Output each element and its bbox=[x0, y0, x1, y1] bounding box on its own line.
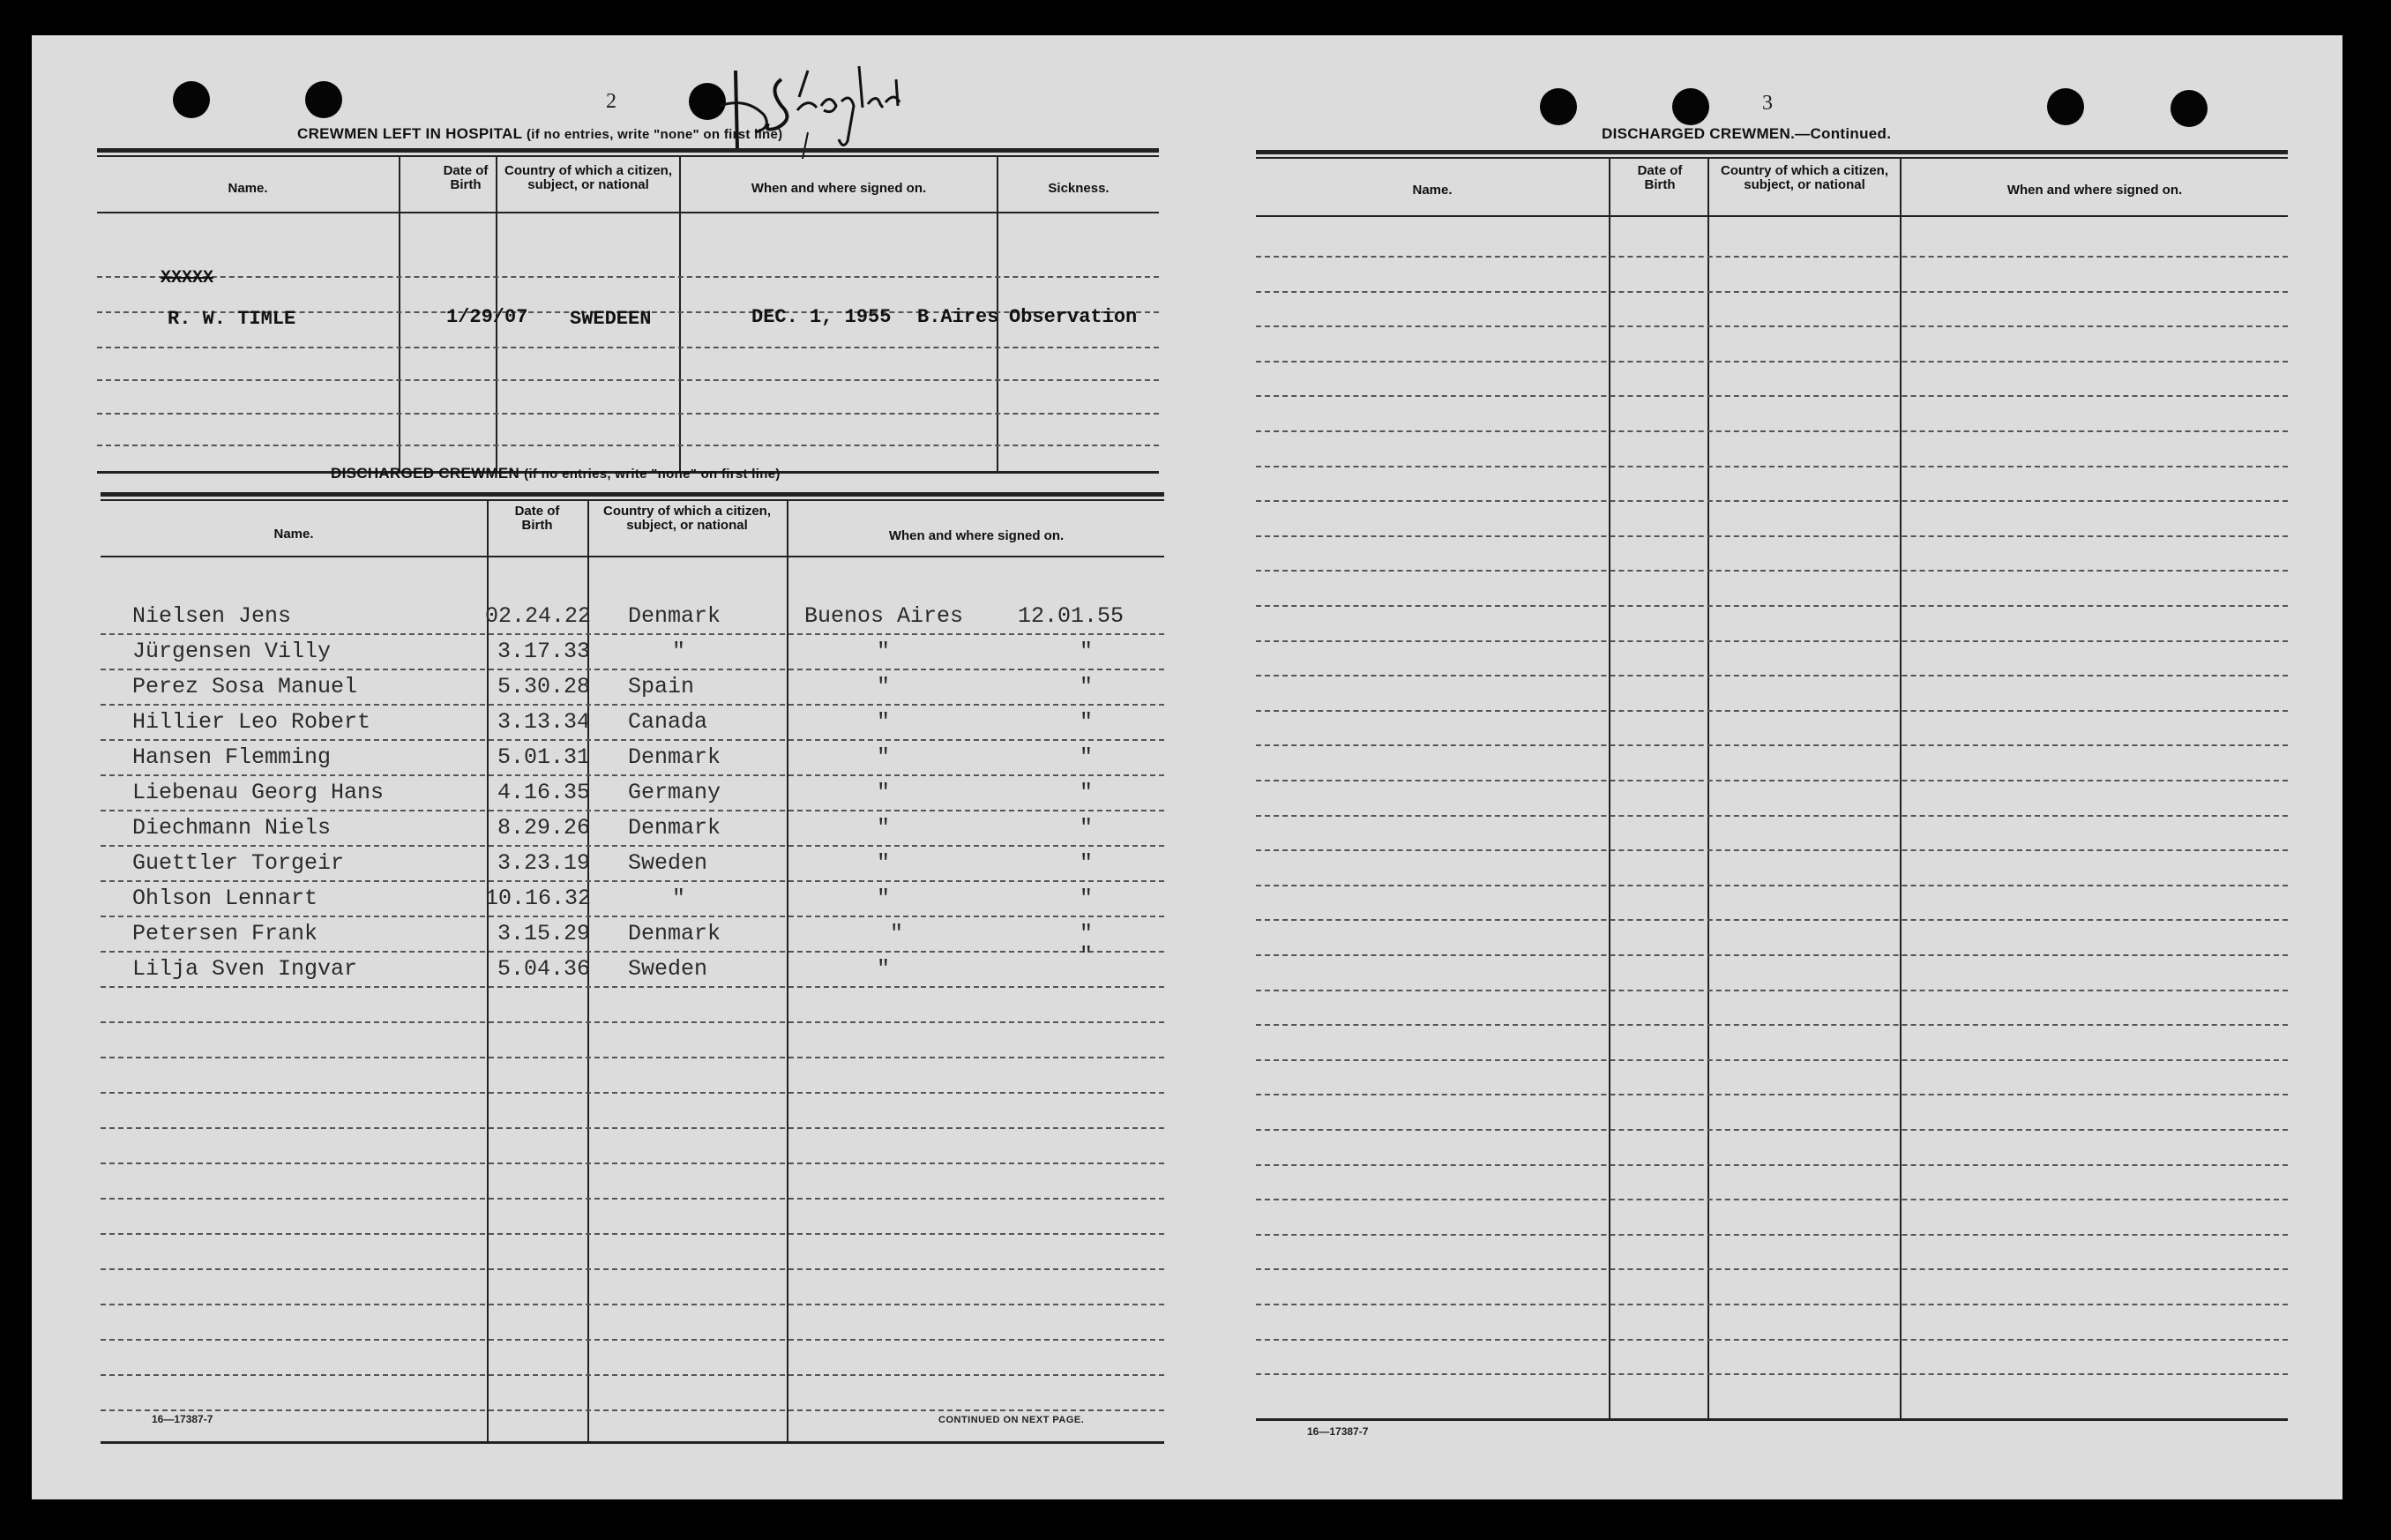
crew-country: " bbox=[672, 886, 686, 911]
ruled-line bbox=[1256, 919, 2288, 921]
form-number: 16—17387-7 bbox=[1307, 1425, 1369, 1438]
ruled-line bbox=[1256, 395, 2288, 397]
crew-country: " bbox=[672, 639, 686, 664]
crew-signed-date: " bbox=[1080, 850, 1094, 876]
col-header-sickness: Sickness. bbox=[1048, 181, 1110, 196]
crew-signed-date: " bbox=[1080, 943, 1094, 968]
crew-name: Liebenau Georg Hans bbox=[132, 780, 385, 805]
ruled-line bbox=[101, 669, 1164, 670]
crew-birth: 02.24.22 bbox=[485, 603, 592, 629]
ruled-line bbox=[1256, 1304, 2288, 1305]
hospital-signed-place: B.Aires bbox=[917, 306, 999, 328]
crew-signed-place: " bbox=[877, 850, 891, 876]
ruled-line bbox=[1256, 325, 2288, 327]
crew-name: Hillier Leo Robert bbox=[132, 709, 371, 735]
ruled-line bbox=[1256, 1234, 2288, 1236]
crew-signed-place: " bbox=[877, 709, 891, 735]
crew-country: Denmark bbox=[628, 603, 721, 629]
ruled-line bbox=[101, 1304, 1164, 1305]
crew-birth: 10.16.32 bbox=[485, 886, 592, 911]
hospital-signed-date: DEC. 1, 1955 bbox=[751, 306, 892, 328]
ruled-line bbox=[1256, 605, 2288, 607]
col-header-name: Name. bbox=[228, 181, 268, 196]
discharged-table-right bbox=[1256, 150, 2288, 1422]
ruled-line bbox=[1256, 780, 2288, 781]
col-header-birth: Date of Birth bbox=[514, 504, 560, 533]
page-number: 2 bbox=[606, 90, 616, 113]
ruled-line bbox=[101, 704, 1164, 706]
ruled-line bbox=[101, 951, 1164, 953]
crew-name: Perez Sosa Manuel bbox=[132, 674, 358, 699]
struck-entry: XXXXX bbox=[161, 268, 214, 288]
ruled-line bbox=[1256, 1129, 2288, 1131]
crew-country: Denmark bbox=[628, 815, 721, 841]
punch-hole bbox=[173, 81, 210, 118]
hospital-birth: 1/29/07 bbox=[446, 306, 528, 328]
ruled-line bbox=[1256, 849, 2288, 851]
col-header-country: Country of which a citizen, subject, or national bbox=[602, 504, 771, 533]
ruled-line bbox=[1256, 256, 2288, 258]
ruled-line bbox=[101, 739, 1164, 741]
hospital-table bbox=[97, 148, 1159, 475]
crew-name: Petersen Frank bbox=[132, 921, 318, 946]
hospital-section-title: CREWMEN LEFT IN HOSPITAL (if no entries, write "none" on first line) bbox=[297, 125, 783, 142]
crew-name: Nielsen Jens bbox=[132, 603, 292, 629]
ruled-line bbox=[1256, 1024, 2288, 1026]
crew-name: Hansen Flemming bbox=[132, 744, 332, 770]
ruled-line bbox=[1256, 1373, 2288, 1375]
crew-country: Germany bbox=[628, 780, 721, 805]
ruled-line bbox=[101, 986, 1164, 988]
crew-signed-date: " bbox=[1080, 639, 1094, 664]
crew-country: Spain bbox=[628, 674, 695, 699]
ruled-line bbox=[1256, 1094, 2288, 1095]
crew-name: Jürgensen Villy bbox=[132, 639, 332, 664]
ruled-line bbox=[1256, 1059, 2288, 1061]
ruled-line bbox=[101, 1374, 1164, 1376]
crew-signed-date: " bbox=[1080, 780, 1094, 805]
ruled-line bbox=[1256, 744, 2288, 746]
document-sheet bbox=[32, 35, 2342, 1499]
crew-birth: 5.01.31 bbox=[497, 744, 591, 770]
crew-signed-place: Buenos Aires bbox=[804, 603, 964, 629]
discharged-table-left bbox=[101, 492, 1164, 1447]
punch-hole bbox=[1540, 88, 1577, 125]
crew-country: Denmark bbox=[628, 921, 721, 946]
crew-signed-place: " bbox=[890, 921, 904, 946]
ruled-line bbox=[1256, 990, 2288, 991]
ruled-line bbox=[101, 1233, 1164, 1235]
ruled-line bbox=[101, 774, 1164, 776]
ruled-line bbox=[101, 1127, 1164, 1129]
crew-signed-date: " bbox=[1080, 674, 1094, 699]
ruled-line bbox=[101, 1057, 1164, 1058]
crew-signed-place: " bbox=[877, 780, 891, 805]
crew-signed-place: " bbox=[877, 744, 891, 770]
col-header-signed: When and where signed on. bbox=[888, 528, 1065, 543]
ruled-line bbox=[1256, 640, 2288, 642]
ruled-line bbox=[1256, 710, 2288, 712]
ruled-line bbox=[1256, 430, 2288, 432]
ruled-line bbox=[101, 916, 1164, 917]
punch-hole bbox=[2171, 90, 2208, 127]
ruled-line bbox=[101, 633, 1164, 635]
crew-birth: 5.30.28 bbox=[497, 674, 591, 699]
punch-hole bbox=[305, 81, 342, 118]
ruled-line bbox=[101, 1198, 1164, 1200]
title-suffix: —Continued. bbox=[1795, 125, 1892, 142]
ruled-line bbox=[1256, 675, 2288, 677]
col-header-birth: Date of Birth bbox=[1637, 163, 1683, 192]
hospital-sickness: Observation bbox=[1009, 306, 1138, 328]
ruled-line bbox=[1256, 1164, 2288, 1166]
ruled-line bbox=[101, 845, 1164, 847]
punch-hole bbox=[1672, 88, 1709, 125]
crew-signed-date: " bbox=[1080, 886, 1094, 911]
discharged-section-title: DISCHARGED CREWMEN (if no entries, write "none" on first line) bbox=[331, 465, 781, 482]
form-number: 16—17387-7 bbox=[152, 1413, 213, 1425]
crew-signed-place: " bbox=[877, 956, 891, 982]
ruled-line bbox=[1256, 361, 2288, 363]
ruled-line bbox=[101, 1339, 1164, 1341]
crew-signed-date: 12.01.55 bbox=[1018, 603, 1125, 629]
ruled-line bbox=[101, 1409, 1164, 1411]
ruled-line bbox=[101, 1021, 1164, 1023]
crew-birth: 5.04.36 bbox=[497, 956, 591, 982]
ruled-line bbox=[1256, 466, 2288, 467]
ruled-line bbox=[101, 1092, 1164, 1094]
hospital-name: R. W. TIMLE bbox=[168, 308, 296, 330]
ruled-line bbox=[1256, 500, 2288, 502]
continued-note: CONTINUED ON NEXT PAGE. bbox=[938, 1415, 1085, 1425]
crew-birth: 8.29.26 bbox=[497, 815, 591, 841]
crew-name: Lilja Sven Ingvar bbox=[132, 956, 358, 982]
ruled-line bbox=[1256, 535, 2288, 537]
ruled-line bbox=[1256, 815, 2288, 817]
crew-birth: 3.17.33 bbox=[497, 639, 591, 664]
ruled-line bbox=[1256, 885, 2288, 886]
crew-name: Ohlson Lennart bbox=[132, 886, 318, 911]
crew-signed-place: " bbox=[877, 815, 891, 841]
crew-country: Sweden bbox=[628, 850, 708, 876]
punch-hole bbox=[2047, 88, 2084, 125]
crew-birth: 4.16.35 bbox=[497, 780, 591, 805]
crew-signed-place: " bbox=[877, 674, 891, 699]
page-number: 3 bbox=[1762, 92, 1773, 115]
ruled-line bbox=[101, 1162, 1164, 1164]
crew-country: Canada bbox=[628, 709, 708, 735]
col-header-country: Country of which a citizen, subject, or national bbox=[504, 163, 673, 192]
crew-signed-date: " bbox=[1080, 815, 1094, 841]
hospital-country: SWEDEEN bbox=[570, 308, 652, 330]
crew-signed-date: " bbox=[1080, 709, 1094, 735]
col-header-country: Country of which a citizen, subject, or national bbox=[1720, 163, 1888, 192]
ruled-line bbox=[1256, 1199, 2288, 1200]
crew-country: Denmark bbox=[628, 744, 721, 770]
crew-birth: 3.23.19 bbox=[497, 850, 591, 876]
col-header-signed: When and where signed on. bbox=[751, 181, 927, 196]
crew-signed-place: " bbox=[877, 886, 891, 911]
ruled-line bbox=[101, 810, 1164, 811]
crew-name: Guettler Torgeir bbox=[132, 850, 345, 876]
crew-name: Diechmann Niels bbox=[132, 815, 332, 841]
ruled-line bbox=[1256, 1268, 2288, 1270]
crew-signed-date: " bbox=[1080, 744, 1094, 770]
col-header-birth: Date of Birth bbox=[443, 163, 489, 192]
ruled-line bbox=[1256, 291, 2288, 293]
ruled-line bbox=[101, 880, 1164, 882]
crew-birth: 3.15.29 bbox=[497, 921, 591, 946]
col-header-signed: When and where signed on. bbox=[2006, 183, 2183, 198]
discharged-continued-title: DISCHARGED CREWMEN.—Continued. bbox=[1602, 125, 1892, 142]
ruled-line bbox=[101, 1268, 1164, 1270]
col-header-name: Name. bbox=[273, 527, 314, 542]
ruled-line bbox=[1256, 1339, 2288, 1341]
ruled-line bbox=[1256, 570, 2288, 572]
crew-signed-place: " bbox=[877, 639, 891, 664]
crew-country: Sweden bbox=[628, 956, 708, 982]
discharged-section-instruction: (if no entries, write "none" on first line) bbox=[524, 467, 781, 482]
col-header-name: Name. bbox=[1412, 183, 1453, 198]
crew-signed-date: " bbox=[1080, 921, 1094, 946]
crew-birth: 3.13.34 bbox=[497, 709, 591, 735]
hospital-section-instruction: (if no entries, write "none" on first line) bbox=[526, 127, 783, 142]
ruled-line bbox=[1256, 954, 2288, 956]
